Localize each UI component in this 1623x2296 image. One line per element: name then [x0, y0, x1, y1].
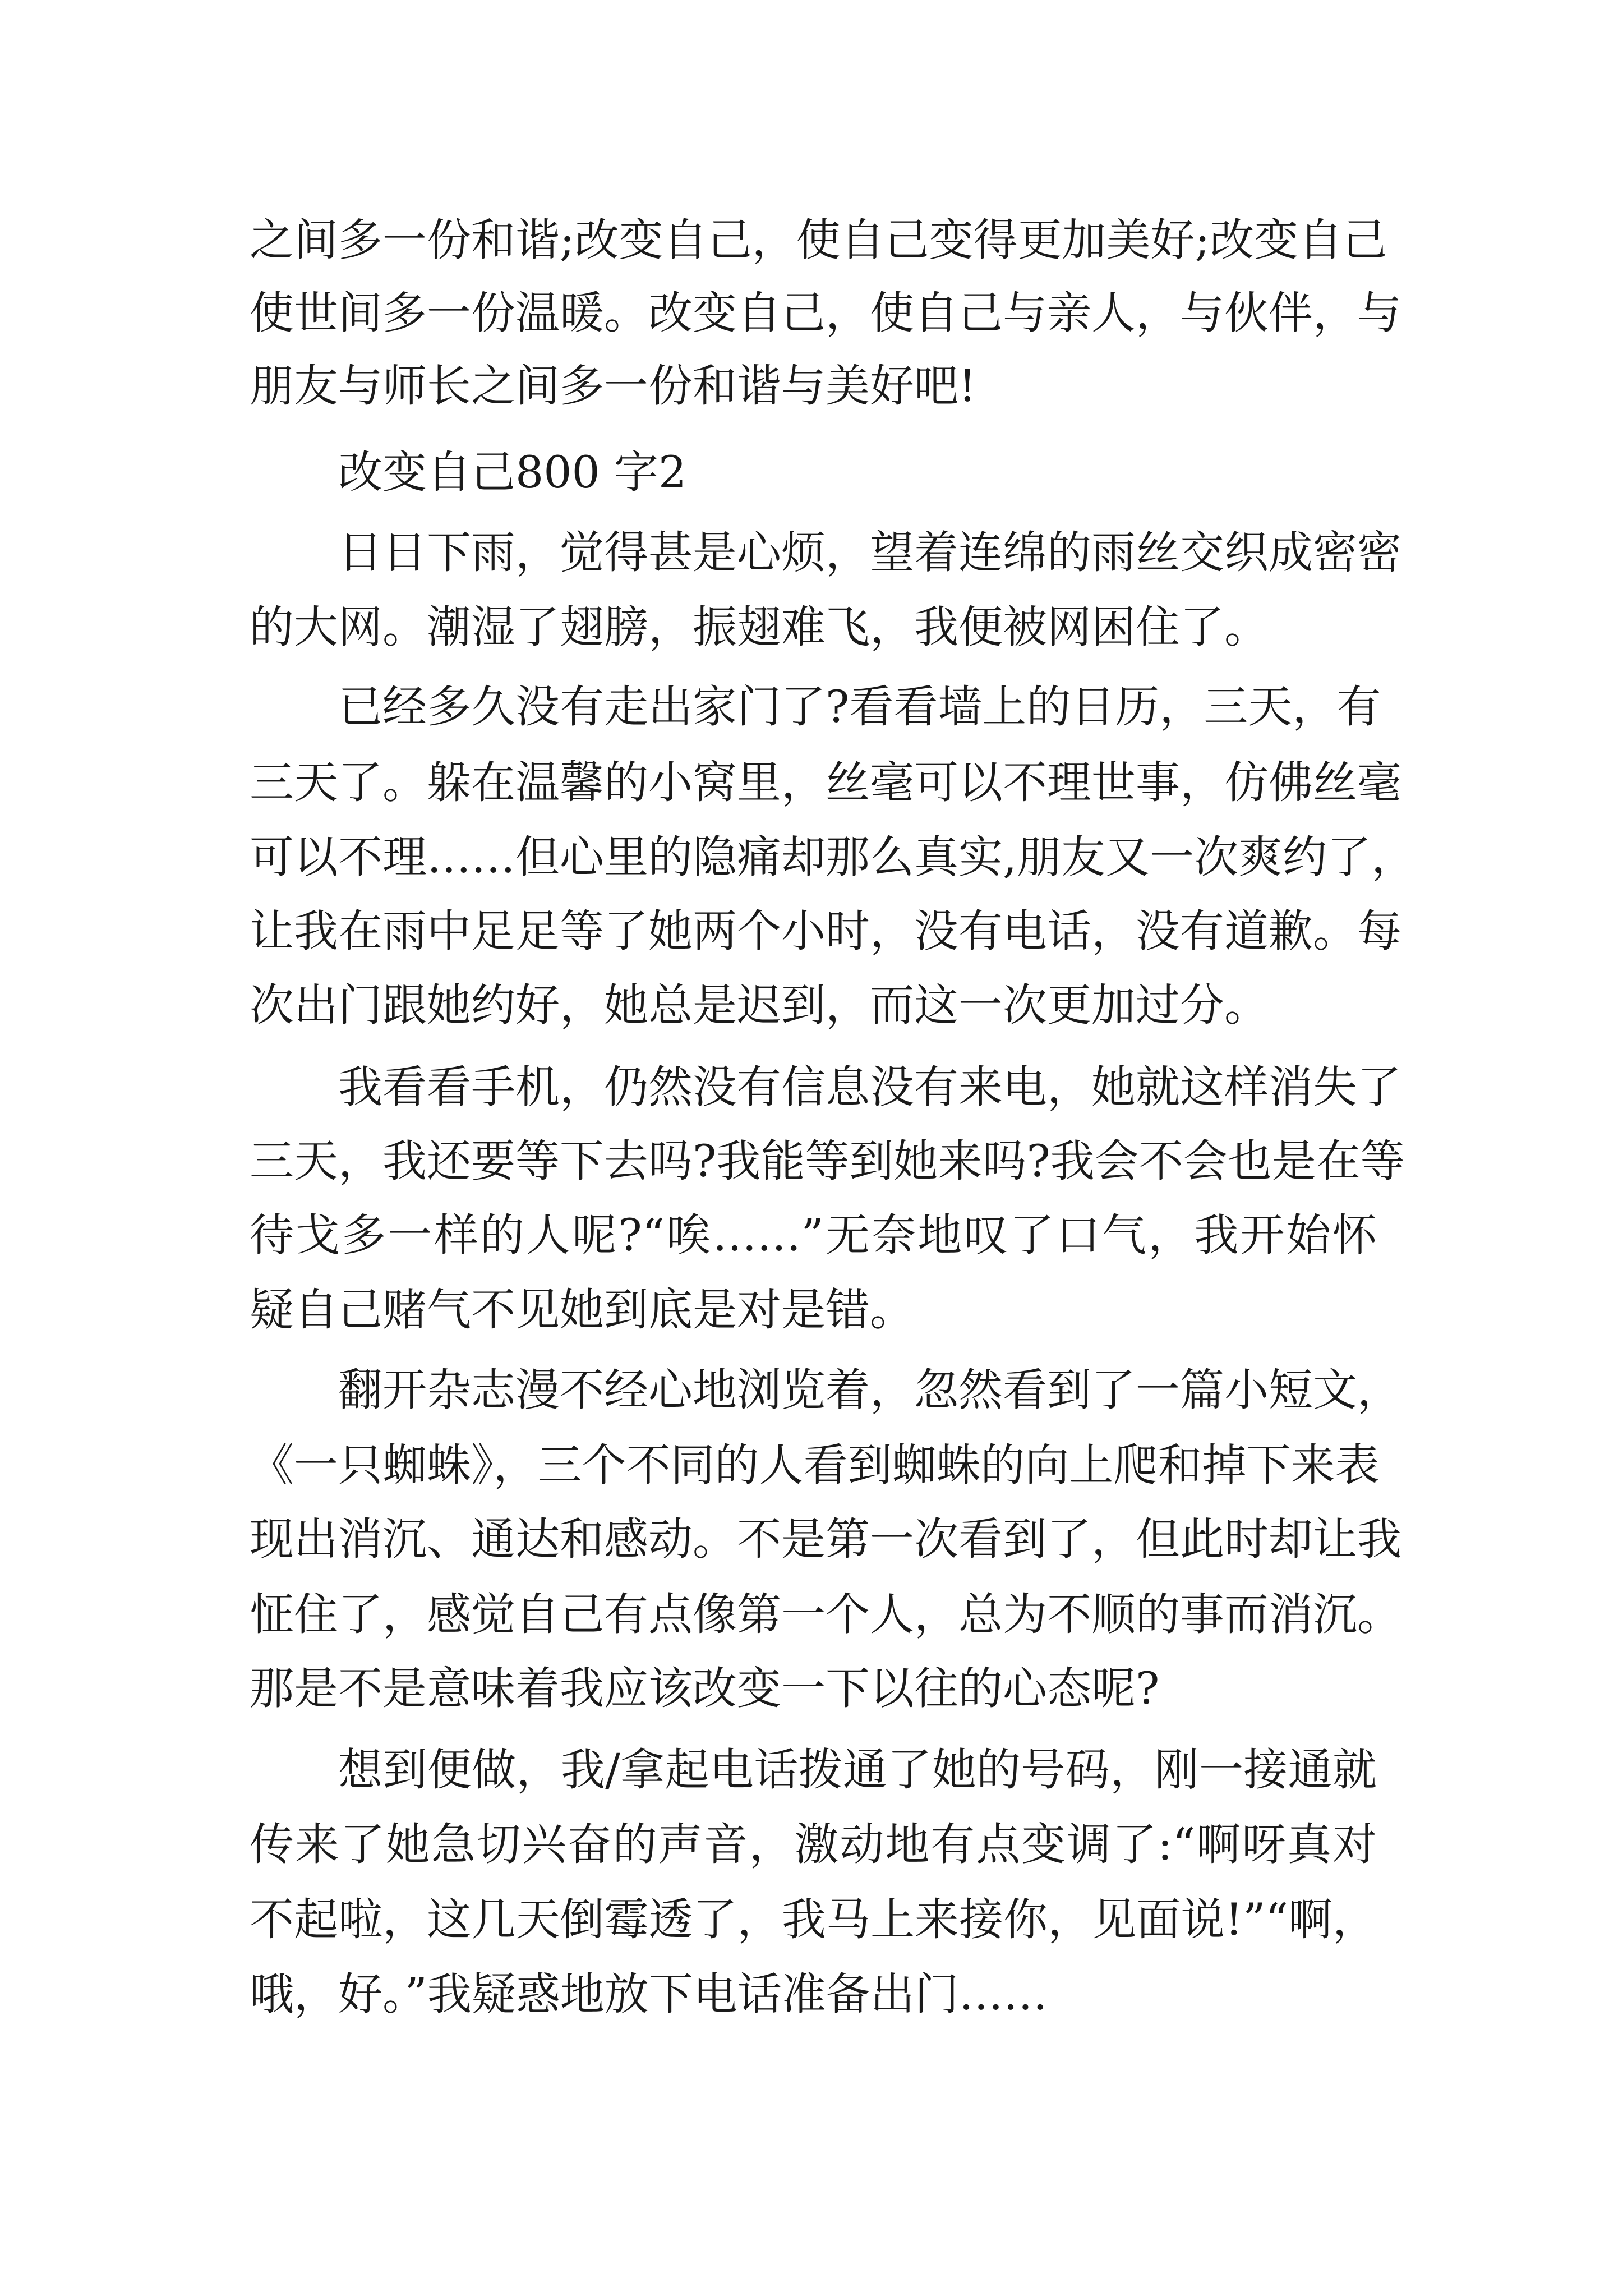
text-line: 疑自己赌气不见她到底是对是错。 — [250, 1284, 914, 1336]
text-line: 使世间多一份温暖。改变自己，使自己与亲人，与伙伴，与 — [250, 287, 1401, 339]
text-line: 让我在雨中足足等了她两个小时，没有电话，没有道歉。每 — [250, 905, 1401, 957]
text-line: 翻开杂志漫不经心地浏览着，忽然看到了一篇小短文， — [338, 1364, 1401, 1416]
text-line: 之间多一份和谐;改变自己，使自己变得更加美好;改变自己 — [250, 214, 1387, 266]
text-line: 现出消沉、通达和感动。不是第一次看到了，但此时却让我 — [250, 1513, 1401, 1565]
text-line: 传来了她急切兴奋的声音，激动地有点变调了:“啊呀真对 — [250, 1819, 1377, 1870]
text-line: 已经多久没有走出家门了?看看墙上的日历，三天，有 — [338, 681, 1381, 733]
section-heading: 改变自己800 字2 — [338, 447, 687, 498]
text-line: 哦，好。”我疑惑地放下电话准备出门…… — [250, 1968, 1048, 2020]
text-line: 可以不理……但心里的隐痛却那么真实,朋友又一次爽约了， — [250, 831, 1416, 883]
text-line: 怔住了，感觉自己有点像第一个人，总为不顺的事而消沉。 — [250, 1589, 1401, 1640]
text-line: 的大网。潮湿了翅膀，振翅难飞，我便被网困住了。 — [250, 601, 1269, 653]
text-line: 三天了。躲在温馨的小窝里，丝毫可以不理世事，仿佛丝毫 — [250, 757, 1401, 808]
text-line: 三天，我还要等下去吗?我能等到她来吗?我会不会也是在等 — [250, 1135, 1405, 1187]
text-line: 次出门跟她约好，她总是迟到，而这一次更加过分。 — [250, 979, 1269, 1031]
text-line: 《一只蜘蛛》，三个不同的人看到蜘蛛的向上爬和掉下来表 — [250, 1439, 1380, 1491]
text-line: 日日下雨，觉得甚是心烦，望着连绵的雨丝交织成密密 — [338, 527, 1401, 578]
text-line: 不起啦，这几天倒霉透了，我马上来接你，见面说!”“啊， — [250, 1894, 1377, 1945]
text-line: 待戈多一样的人呢?“唉……”无奈地叹了口气，我开始怀 — [250, 1209, 1377, 1261]
text-line: 我看看手机，仍然没有信息没有来电，她就这样消失了 — [338, 1061, 1401, 1113]
text-line: 想到便做，我/拿起电话拨通了她的号码，刚一接通就 — [338, 1744, 1377, 1796]
text-line: 那是不是意味着我应该改变一下以往的心态呢? — [250, 1663, 1160, 1714]
text-line: 朋友与师长之间多一份和谐与美好吧! — [250, 360, 976, 412]
